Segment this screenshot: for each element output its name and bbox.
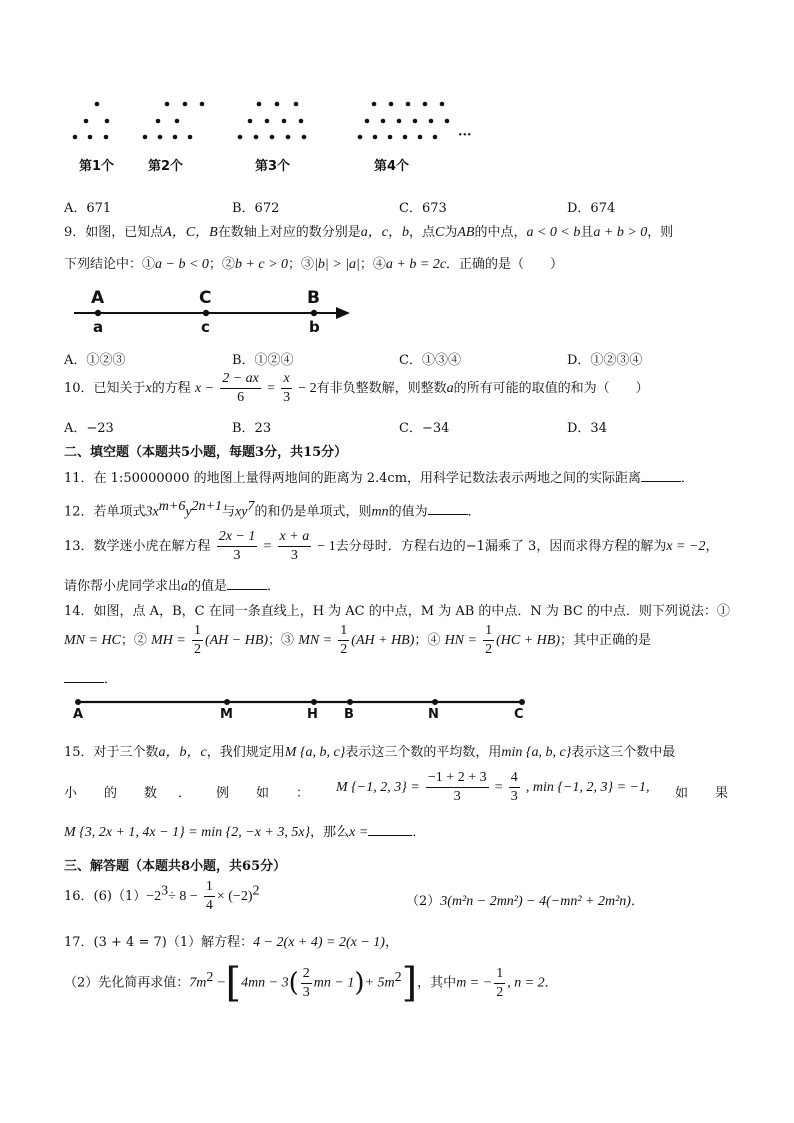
q16-part-2: （2）3(m²n − 2mn²) − 4(−mn² + 2m²n)． [406,894,644,909]
value-c-label: c [201,318,210,336]
caption-2: 第2个 [148,159,184,174]
q13-line-2: 请你帮小虎同学求出a的值是 ． [64,579,281,594]
q9-option-d: D．①②③④ [567,353,643,368]
pattern-3 [238,102,307,140]
point-a-label: A [91,288,105,308]
seg-label-b: B [344,707,354,722]
segment-figure [70,694,532,710]
ellipsis: ··· [458,128,472,143]
q15-line-2: 小 的 数 ． 例 如 ： M {−1, 2, 3} = $\frac{-1 + 2 + 3}{3}$ = $\frac{4}{3}$ , min {−1, 2, 3} = −1, 如 果 [64,770,729,804]
seg-label-m: M [220,707,233,722]
pattern-4 [358,102,450,140]
q13-answer-blank[interactable] [227,577,267,590]
caption-1: 第1个 [79,159,115,174]
q14-line-1: 14．如图，点 A，B，C 在同一条直线上，H 为 AC 的中点，M 为 AB 的中点．N 为 BC 的中点．则下列说法：① [64,604,730,619]
q15-line-1: 15．对于三个数a，b，c，我们规定用M {a, b, c}表示这三个数的平均数，用min {a, b, c}表示这三个数中最 [64,745,676,760]
seg-label-n: N [428,707,439,722]
q13-line-1: 13．数学迷小虎在解方程 $\frac{2x - 1}{3}$ = $\frac{x + a}{3}$ − 1去分母时．方程右边的−1漏乘了 3，因而求得方程的解为x = −2， [64,529,719,563]
q15-line-3: M {3, 2x + 1, 4x − 1} = min {2, −x + 3, 5x}，那么x = ． [64,825,426,840]
q10-stem: 10．已知关于x的方程 x − $\frac{2 - ax}{6}$ = $\frac{x}{3}$ − 2有非负整数解，则整数a的所有可能的取值的和为（ ） [64,371,649,405]
q17-part-1: 17．(3 + 4 = 7)（1）解方程：4 − 2(x + 4) = 2(x − 1)， [64,935,398,950]
seg-label-a: A [73,707,84,722]
q14-line-2: MN = HC；② MH = $\frac{1}{2}$ (AH − HB)；③ MN = $\frac{1}{2}$ (AH + HB)；④ HN = $\frac{1}{2}$ (HC + HB)；其中正确的是 [64,623,652,657]
q10-option-b: B．23 [232,421,272,436]
q16-part-1: 16．$(6)(1)-2^3\div 8$ − $\frac{1}{4}$ × $(-2)^2$ [64,879,260,913]
q10-option-c: C．−34 [399,421,450,436]
pattern-1 [73,102,110,140]
caption-3: 第3个 [255,159,291,174]
q9-option-a: A．①②③ [64,353,126,368]
q9-line-1: 9．如图，已知点A，C，B在数轴上对应的数分别是a，c，b，点C为AB的中点，a < 0 < b且a + b > 0，则 [64,225,674,240]
q14-answer-blank[interactable] [64,670,104,683]
q8-option-a: A．671 [64,201,112,216]
q8-option-b: B．672 [232,201,280,216]
q12: 12．若单项式$3x^{m+6}y^{2n+1}$与$xy^7$的和仍是单项式，则mn的值为 ． [64,499,481,520]
value-b-label: b [309,318,320,336]
value-a-label: a [93,318,104,336]
caption-4: 第4个 [374,159,410,174]
q17-part-2: （2）先化简再求值：$7m^2 -[4mn - 3$( $\frac{2}{3}$ mn − $1)+ 5m^2$]，其中m = − $\frac{1}{2}$ , n = 2． [64,960,558,1006]
q11-answer-blank[interactable] [641,469,681,482]
point-b-label: B [307,288,320,308]
q10-option-d: D．34 [567,421,607,436]
seg-label-c: C [514,707,524,722]
q12-answer-blank[interactable] [428,502,468,515]
q8-option-d: D．674 [567,201,616,216]
pattern-2 [143,102,205,140]
q9-option-b: B．①②④ [232,353,294,368]
section-3-heading: 三、解答题（本题共8小题，共65分） [64,859,287,874]
q10-option-a: A．−23 [64,421,114,436]
section-2-heading: 二、填空题（本题共5小题，每题3分，共15分） [64,445,348,460]
q15-answer-blank[interactable] [368,823,412,836]
q9-line-2: 下列结论中：①a − b < 0；②b + c > 0；③|b| > |a|；④a + b = 2c．正确的是（ ） [64,257,564,272]
seg-label-h: H [307,707,318,722]
q11: 11．在 1:50000000 的地图上量得两地间的距离为 2.4cm，用科学记数法表示两地之间的实际距离 ． [64,471,695,486]
point-c-label: C [199,288,212,308]
q9-option-c: C．①③④ [399,353,461,368]
q14-line-3: ． [64,668,117,687]
q8-option-c: C．673 [399,201,447,216]
